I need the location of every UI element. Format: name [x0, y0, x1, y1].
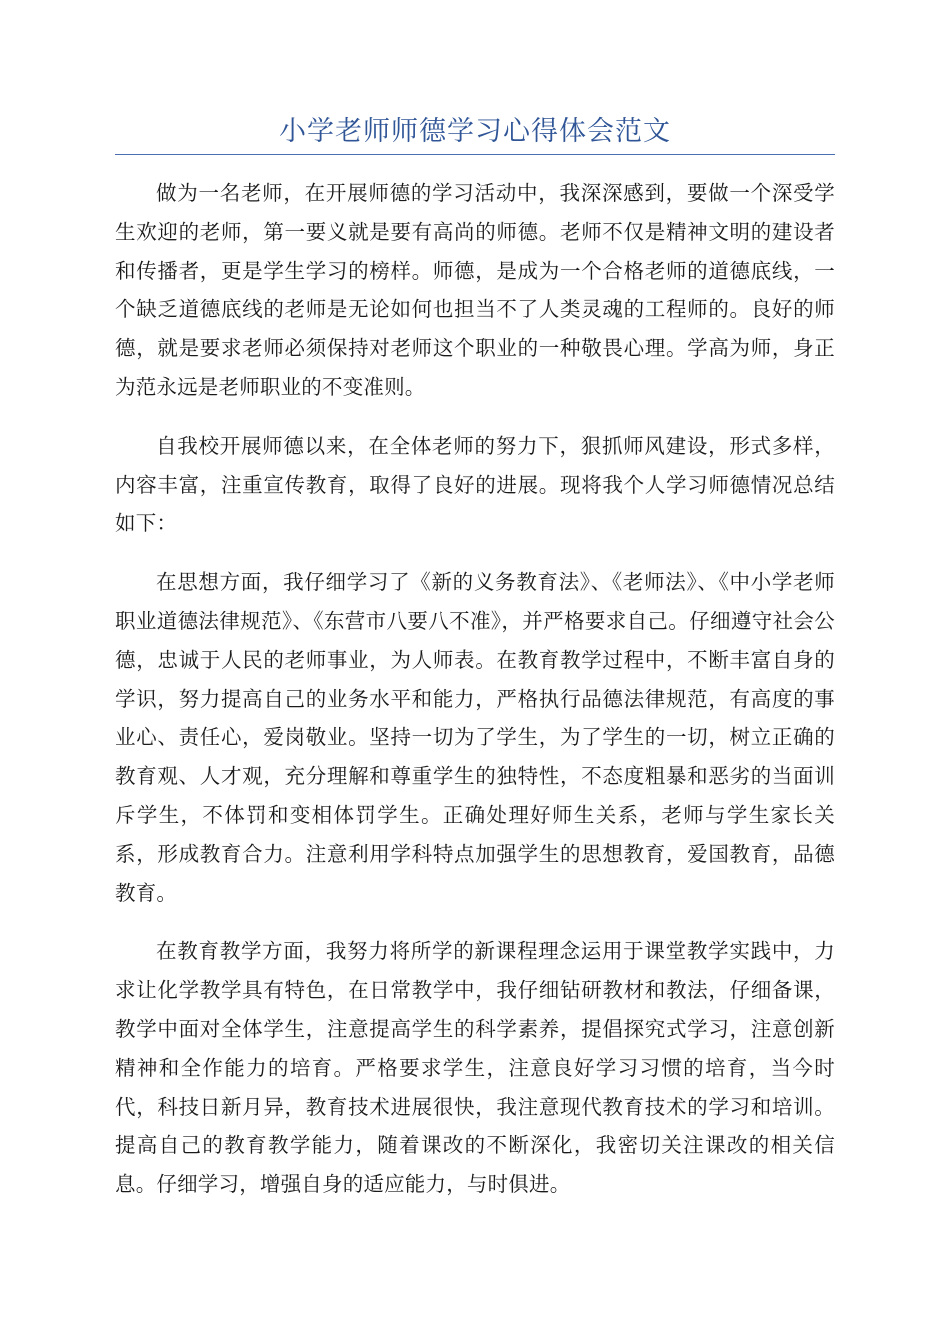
title-underline — [115, 154, 835, 155]
paragraph-3: 在思想方面，我仔细学习了《新的义务教育法》、《老师法》、《中小学老师职业道德法律规范》、《东营市八要八不准》，并严格要求自己。仔细遵守社会公德，忠诚于人民的老师事业，为人师表。在教育教学过程中，不断丰富自身的学识，努力提高自己的业务水平和能力，严格执行品德法律规范，有高度的事业心、责任心，爱岗敬业。坚持一切为了学生，为了学生的一切，树立正确的教育观、人才观，充分理解和尊重学生的独特性，不态度粗暴和恶劣的当面训斥学生，不体罚和变相体罚学生。正确处理好师生关系，老师与学生家长关系，形成教育合力。注意利用学科特点加强学生的思想教育，爱国教育，品德教育。 — [115, 570, 835, 905]
document-body — [115, 174, 835, 1224]
document-title: 小学老师师德学习心得体会范文 — [279, 116, 671, 147]
paragraph-1: 做为一名老师，在开展师德的学习活动中，我深深感到，要做一个深受学生欢迎的老师，第一要义就是要有高尚的师德。老师不仅是精神文明的建设者和传播者，更是学生学习的榜样。师德，是成为一个合格老师的道德底线，一个缺乏道德底线的老师是无论如何也担当不了人类灵魂的工程师的。良好的师德，就是要求老师必须保持对老师这个职业的一种敬畏心理。学高为师，身正为范永远是老师职业的不变准则。 — [115, 181, 835, 399]
paragraph-4: 在教育教学方面，我努力将所学的新课程理念运用于课堂教学实践中，力求让化学教学具有特色，在日常教学中，我仔细钻研教材和教法，仔细备课，教学中面对全体学生，注意提高学生的科学素养，提倡探究式学习，注意创新精神和全作能力的培育。严格要求学生，注意良好学习习惯的培育，当今时代，科技日新月异，教育技术进展很快，我注意现代教育技术的学习和培训。提高自己的教育教学能力，随着课改的不断深化，我密切关注课改的相关信息。仔细学习，增强自身的适应能力，与时俱进。 — [115, 939, 835, 1197]
paragraph-2: 自我校开展师德以来，在全体老师的努力下，狠抓师风建设，形式多样，内容丰富，注重宣传教育，取得了良好的进展。现将我个人学习师德情况总结如下： — [115, 433, 835, 536]
